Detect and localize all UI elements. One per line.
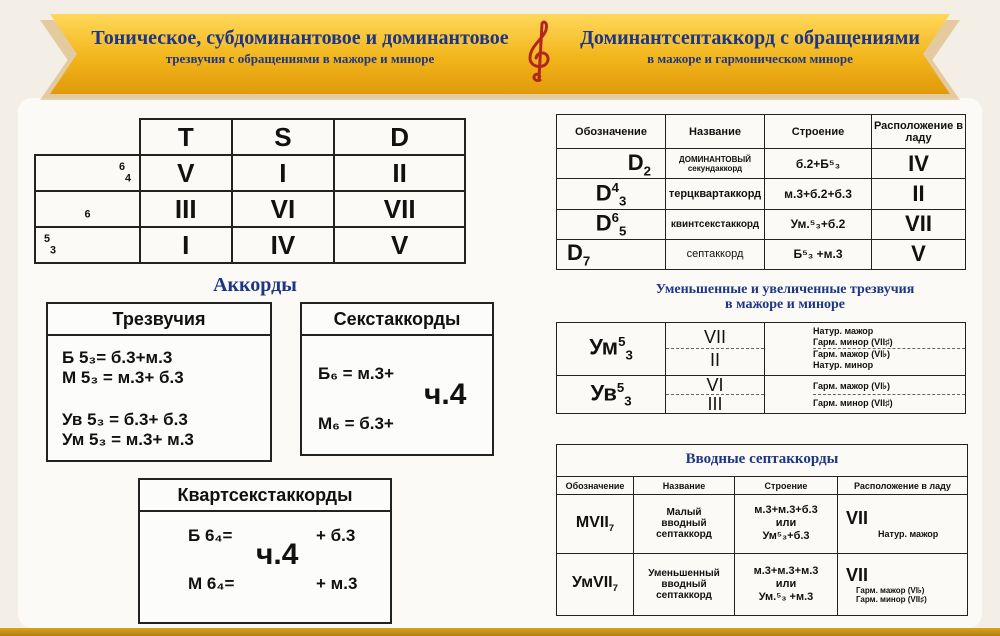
- d7-row: [557, 209, 966, 239]
- d7-row: [557, 179, 966, 209]
- leading-sub: 7: [612, 583, 618, 595]
- dim-aug-note: Гарм. минор (VII♯): [813, 337, 893, 348]
- d7-sub: 7: [582, 253, 591, 269]
- dim-aug-title: [600, 282, 970, 312]
- d7-degree: VII: [872, 209, 966, 239]
- tsd-sup: 5: [44, 233, 51, 246]
- dim-aug-sub: 3: [625, 348, 633, 364]
- triads-line: Ум 5₃ = м.3+ м.3: [62, 430, 194, 449]
- leading-note: Натур. мажор: [878, 529, 939, 540]
- quartsextchord-box: [138, 478, 392, 624]
- tsd-sub: 6: [84, 208, 91, 221]
- tsd-table: [34, 118, 466, 264]
- tsd-sub: 3: [50, 244, 57, 257]
- dim-aug-row: [557, 375, 966, 413]
- quartsext-add: + б.3: [316, 526, 356, 545]
- tsd-header-t: T: [140, 119, 232, 155]
- d7-structure: б.2+Б⁵₃: [765, 149, 872, 179]
- dim-aug-note: Натур. мажор: [813, 326, 874, 337]
- treble-clef-icon: [524, 18, 554, 86]
- leading-sub: 7: [608, 522, 615, 534]
- tsd-cell: III: [140, 191, 232, 227]
- leading-name: Уменьшенный вводный септаккорд: [634, 553, 735, 615]
- dim-aug-degree: VI: [706, 374, 724, 395]
- d7-letter: D: [595, 179, 612, 205]
- triads-line: М 5₃ = м.3+ б.3: [62, 368, 184, 387]
- leading-structure-line: м.3+м.3+м.3: [753, 564, 819, 577]
- tsd-corner: [35, 119, 140, 155]
- triads-line: Б 5₃= б.3+м.3: [62, 348, 173, 367]
- d7-header: Строение: [765, 115, 872, 149]
- tsd-cell: V: [334, 227, 465, 263]
- leading-note: Гарм. мажор (VI♭): [856, 585, 925, 595]
- d7-letter: D: [567, 240, 583, 266]
- dim-aug-note: Гарм. минор (VII♯): [813, 394, 965, 411]
- leading-structure-line: м.3+м.3+б.3: [754, 504, 818, 517]
- dim-aug-letter: Ув: [590, 380, 617, 406]
- d7-symbol: [557, 149, 666, 179]
- tsd-row-label: [35, 191, 140, 227]
- d7-structure: Б⁵₃ +м.3: [765, 239, 872, 269]
- triads-title: Трезвучия: [48, 304, 270, 336]
- leading-structure-line: или: [775, 517, 797, 530]
- d7-sup: 6: [611, 209, 619, 225]
- d7-symbol: [557, 209, 666, 239]
- d7-name: ДОМИНАНТОВЫЙ секундаккорд: [666, 149, 765, 179]
- leading-symbol: [557, 495, 634, 553]
- d7-symbol: [557, 179, 666, 209]
- dim-aug-symbol: [557, 375, 666, 413]
- right-subtitle: в мажоре и гармоническом миноре: [647, 51, 853, 66]
- leading-title: Вводные септаккорды: [685, 451, 839, 467]
- d7-symbol: [557, 239, 666, 269]
- d7-row: [557, 239, 966, 269]
- leading-structure-line: Ум.⁵₃ +м.3: [758, 590, 814, 603]
- dim-aug-degree: II: [666, 348, 764, 371]
- leading-structure-line: Ум⁵₃+б.3: [762, 530, 810, 543]
- bottom-decor-bar: [0, 628, 1000, 636]
- leading-structure: [735, 553, 838, 615]
- tsd-cell: II: [334, 155, 465, 191]
- dim-aug-degrees: [666, 375, 765, 413]
- tsd-cell: I: [232, 155, 335, 191]
- d7-row: [557, 149, 966, 179]
- right-title: Доминантсептаккорд с обращениями: [580, 27, 920, 49]
- left-title: Тоническое, субдоминантовое и доминантовое: [91, 27, 509, 49]
- dim-aug-title-line: Уменьшенные и увеличенные трезвучия: [655, 282, 915, 297]
- leading-position: [838, 553, 968, 615]
- d7-degree: II: [872, 179, 966, 209]
- leading-row: [557, 553, 968, 615]
- tsd-row-label: [35, 155, 140, 191]
- leading-structure: [735, 495, 838, 553]
- dim-aug-title-line: в мажоре и миноре: [724, 297, 846, 312]
- sextchord-fourth: ч.4: [424, 378, 467, 411]
- dim-aug-sub: 3: [624, 393, 632, 409]
- tsd-cell: VII: [334, 191, 465, 227]
- d7-sup: 4: [611, 179, 619, 195]
- quartsextchord-title: Квартсекстаккорды: [140, 480, 390, 512]
- leading-letter: УмVII: [572, 574, 613, 592]
- leading-header: Строение: [735, 477, 838, 495]
- dim-aug-degree: VII: [703, 327, 726, 348]
- tsd-cell: I: [140, 227, 232, 263]
- d7-structure: м.3+б.2+б.3: [765, 179, 872, 209]
- left-title-block: [80, 26, 520, 68]
- d7-header: Обозначение: [557, 115, 666, 149]
- leading-letter: МVII: [575, 513, 609, 531]
- dim-aug-symbol: [557, 323, 666, 376]
- d7-sub: 3: [618, 193, 627, 209]
- tsd-row-label: [35, 227, 140, 263]
- leading-position: [838, 495, 968, 553]
- d7-degree: IV: [872, 149, 966, 179]
- leading-seventh-table: [556, 476, 968, 616]
- d7-header: Название: [666, 115, 765, 149]
- d7-letter: D: [627, 149, 644, 175]
- leading-structure-line: или: [775, 577, 797, 590]
- leading-header: Расположение в ладу: [838, 477, 968, 495]
- leading-name: Малый вводный септаккорд: [634, 495, 735, 553]
- leading-header: Название: [634, 477, 735, 495]
- tsd-cell: IV: [232, 227, 335, 263]
- d7-degree: V: [872, 239, 966, 269]
- triads-box: [46, 302, 272, 462]
- dim-aug-row: [557, 323, 966, 376]
- leading-degree: VII: [846, 564, 869, 585]
- sextchord-box: [300, 302, 494, 456]
- quartsext-line: Б 6₄=: [188, 526, 233, 545]
- tsd-sup: 6: [118, 161, 125, 174]
- leading-symbol: [557, 553, 634, 615]
- d7-sub: 5: [618, 223, 627, 239]
- dim-aug-sup: 5: [618, 334, 626, 350]
- leading-header: Обозначение: [557, 477, 634, 495]
- d7-name: терцквартаккорд: [666, 179, 765, 209]
- dim-aug-notes: [765, 323, 966, 376]
- tsd-header-s: S: [232, 119, 335, 155]
- tsd-cell: V: [140, 155, 232, 191]
- dim-aug-degrees: [666, 323, 765, 376]
- leading-degree: VII: [846, 508, 869, 529]
- dim-aug-notes: [765, 375, 966, 413]
- dim-aug-letter: Ум: [589, 334, 619, 360]
- leading-note: Гарм. минор (VII♯): [856, 594, 927, 604]
- d7-structure: Ум.⁵₃+б.2: [765, 209, 872, 239]
- d7-sub: 2: [643, 163, 651, 178]
- tsd-header-d: D: [334, 119, 465, 155]
- quartsext-fourth: ч.4: [256, 538, 299, 571]
- d7-name: квинтсекстаккорд: [666, 209, 765, 239]
- dim-aug-degree: III: [666, 394, 764, 413]
- dim-aug-note: Гарм. мажор (VI♭): [813, 380, 890, 391]
- leading-row: [557, 495, 968, 553]
- dominant-seventh-table: [556, 114, 966, 270]
- sextchord-title: Секстаккорды: [302, 304, 492, 336]
- d7-header: Расположение в ладу: [872, 115, 966, 149]
- left-subtitle: трезвучия с обращениями в мажоре и миноре: [165, 51, 435, 66]
- leading-title-frame: [556, 444, 968, 477]
- triads-line: Ув 5₃ = б.3+ б.3: [62, 410, 188, 429]
- right-title-block: [560, 26, 940, 68]
- tsd-sub: 4: [124, 172, 131, 185]
- dim-aug-table: [556, 322, 966, 414]
- dim-aug-note: Гарм. мажор (VI♭): [813, 348, 965, 360]
- tsd-cell: VI: [232, 191, 335, 227]
- d7-name: септаккорд: [666, 239, 765, 269]
- quartsext-add: + м.3: [316, 574, 358, 593]
- dim-aug-sup: 5: [616, 379, 625, 395]
- sextchord-line: Б₆ = м.3+: [318, 364, 394, 383]
- chords-title: Аккорды: [213, 274, 297, 296]
- d7-letter: D: [595, 210, 612, 236]
- dim-aug-note: Натур. минор: [813, 360, 874, 371]
- sextchord-line: М₆ = б.3+: [318, 414, 394, 433]
- quartsext-line: М 6₄=: [188, 574, 235, 593]
